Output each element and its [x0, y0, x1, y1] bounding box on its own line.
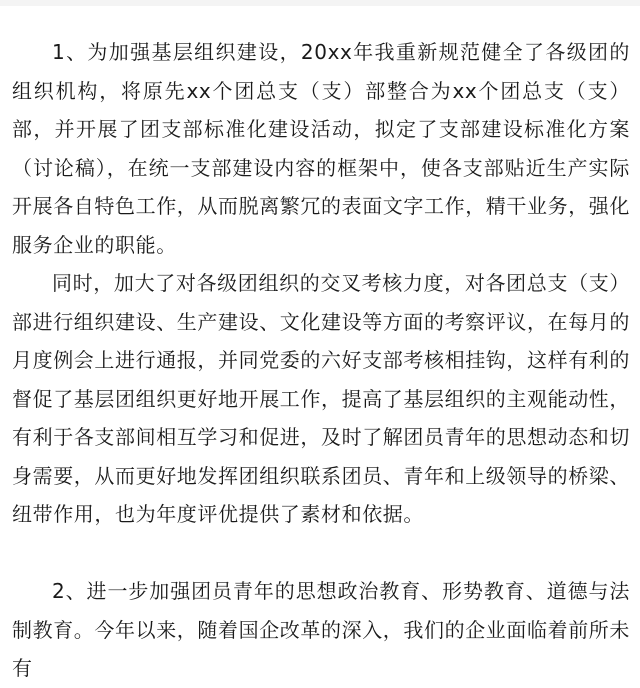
paragraph-1: 1、为加强基层组织建设，20xx年我重新规范健全了各级团的组织机构，将原先xx个团总支（支）部整合为xx个团总支（支）部，并开展了团支部标准化建设活动，拟定了支部建设标准化方案（讨论稿），在统一支部建设内容的框架中，使各支部贴近生产实际开展各自特色工作，从而脱离繁冗的表面文字工作，精干业务，强化服务企业的职能。	[12, 40, 630, 257]
paragraph-3: 2、进一步加强团员青年的思想政治教育、形势教育、道德与法制教育。今年以来，随着国企改革的深入，我们的企业面临着前所未有	[12, 579, 630, 680]
document-page	[12, 0, 630, 680]
paragraph-2: 同时，加大了对各级团组织的交叉考核力度，对各团总支（支）部进行组织建设、生产建设、文化建设等方面的考察评议，在每月的月度例会上进行通报，并同党委的六好支部考核相挂钩，这样有利的督促了基层团组织更好地开展工作，提高了基层组织的主观能动性，有利于各支部间相互学习和促进，及时了解团员青年的思想动态和切身需要，从而更好地发挥团组织联系团员、青年和上级领导的桥梁、纽带作用，也为年度评优提供了素材和依据。	[12, 271, 630, 526]
